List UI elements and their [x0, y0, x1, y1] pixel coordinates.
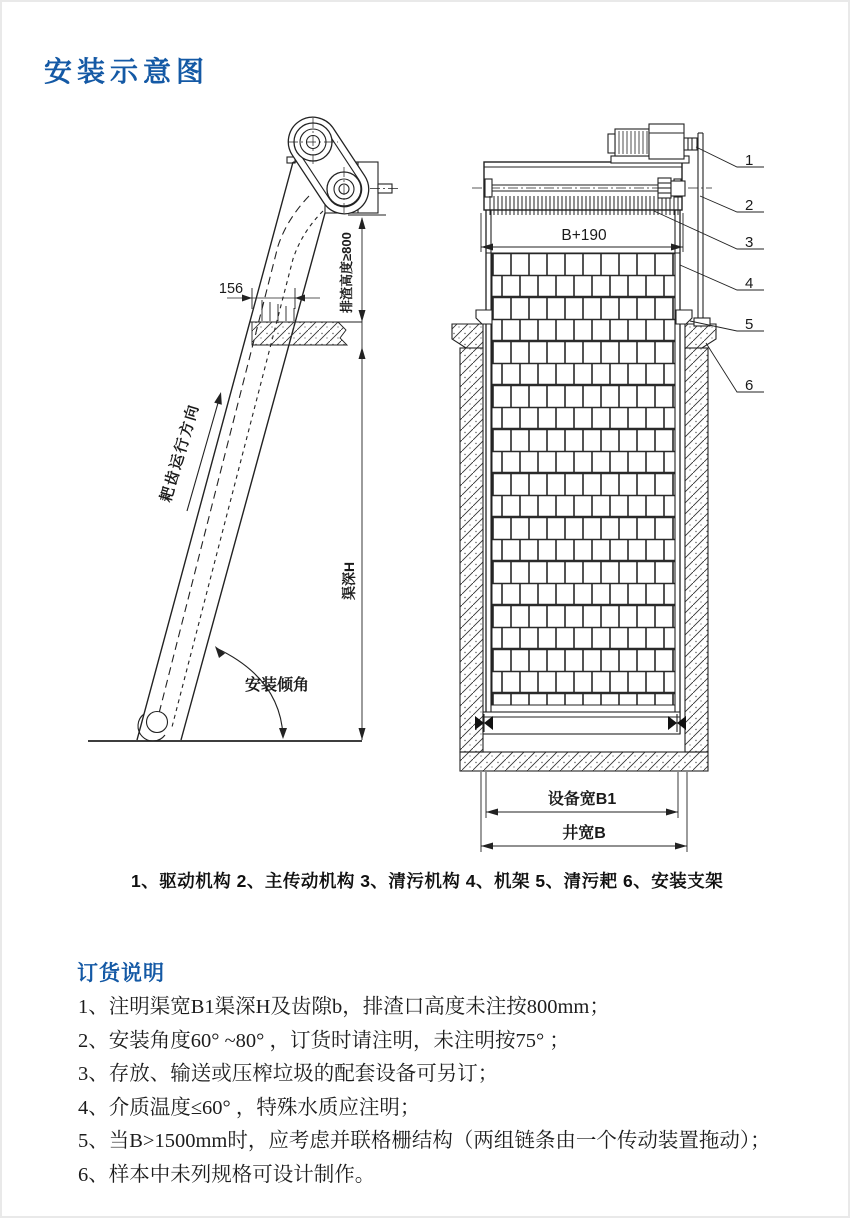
side-dimensions	[227, 215, 386, 740]
drive-mechanism	[279, 108, 400, 223]
callout-2: 2	[745, 197, 754, 214]
ordering-note: 6、样本中未列规格可设计制作。	[78, 1163, 376, 1186]
callout-4: 4	[745, 275, 754, 292]
comb-teeth	[488, 196, 680, 215]
ordering-note: 4、介质温度≤60° ，特殊水质应注明；	[78, 1096, 421, 1119]
lower-sprocket	[138, 712, 167, 741]
side-view	[88, 108, 400, 741]
drive-motor	[608, 124, 697, 163]
page-title: 安装示意图	[44, 56, 210, 87]
bottom-beam	[475, 712, 686, 734]
motor-body	[615, 129, 649, 156]
rake-direction-label: 耙齿运行方向	[157, 401, 203, 505]
dim-b190-label: B+190	[561, 227, 607, 244]
dim-156-label: 156	[218, 281, 244, 297]
rake-grid	[492, 253, 675, 705]
callout-6: 6	[745, 377, 754, 394]
callout-3: 3	[745, 234, 754, 251]
channel-depth-label: 渠深H	[341, 561, 357, 600]
well-width-label: 井宽B	[562, 825, 606, 842]
well-floor	[460, 752, 708, 771]
equipment-width-label: 设备宽B1	[547, 791, 617, 808]
ordering-note: 2、安装角度60° ~80° ，订货时请注明，未注明按75° ；	[78, 1029, 570, 1052]
gearbox	[649, 124, 684, 159]
discharge-height-label: 排渣高度≥800	[339, 232, 354, 313]
figure-caption: 1、驱动机构 2、主传动机构 3、清污机构 4、机架 5、清污耙 6、安装支架	[131, 871, 724, 891]
ordering-notes	[78, 991, 838, 1193]
callout-1: 1	[745, 152, 754, 169]
ordering-note: 1、注明渠宽B1渠深H及齿隙b，排渣口高度未注按800mm；	[78, 996, 610, 1018]
ordering-note: 3、存放、输送或压榨垃圾的配套设备可另订；	[78, 1063, 499, 1086]
front-view	[452, 124, 764, 852]
install-angle-label: 安装倾角	[245, 677, 310, 694]
ordering-note: 5、当B>1500mm时，应考虑并联格栅结构（两组链条由一个传动装置拖动）；	[78, 1130, 771, 1153]
callout-5: 5	[745, 316, 754, 333]
ordering-heading: 订货说明	[77, 962, 165, 985]
